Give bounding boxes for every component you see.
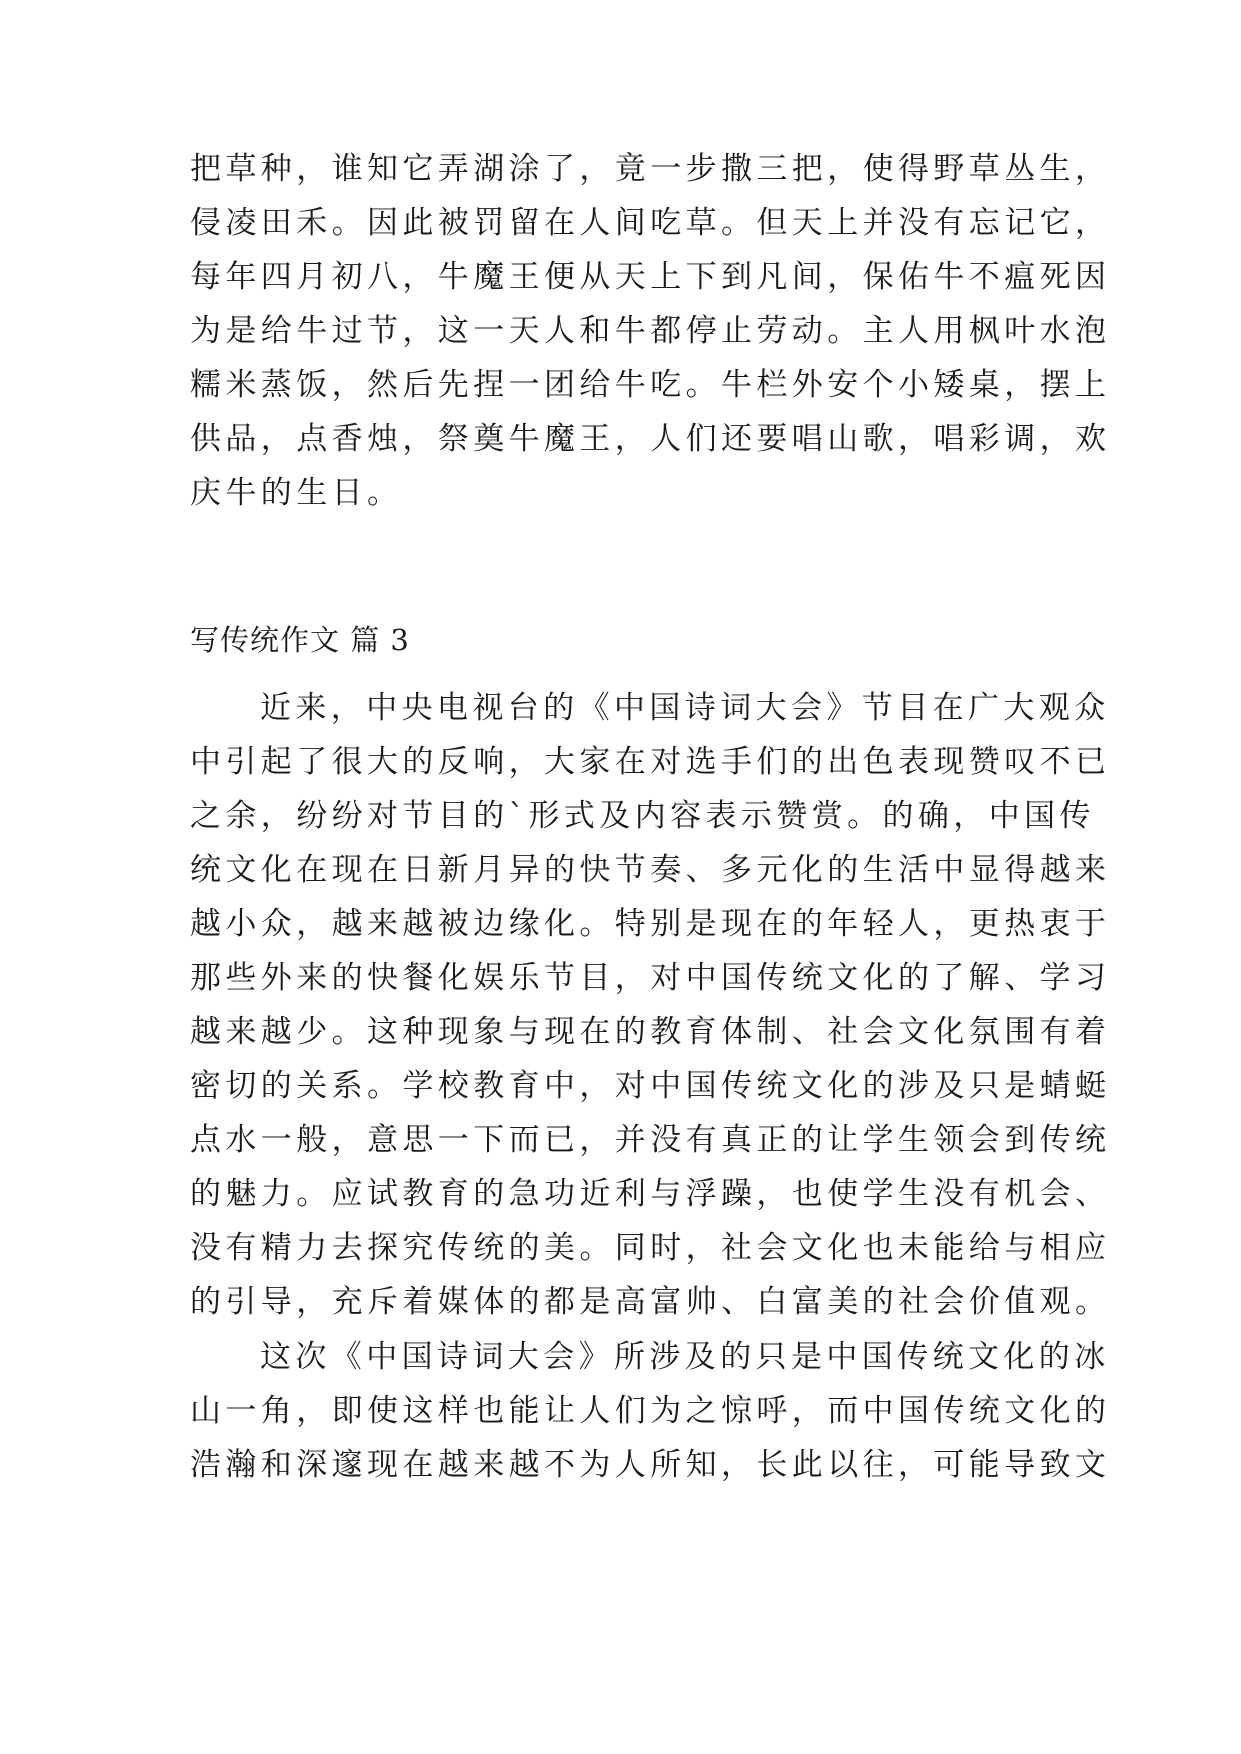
text-line: 密切的关系。学校教育中，对中国传统文化的涉及只是蜻蜓: [190, 1068, 1111, 1104]
text-line: 越来越少。这种现象与现在的教育体制、社会文化氛围有着: [190, 1014, 1111, 1050]
text-line: 糯米蒸饭，然后先捏一团给牛吃。牛栏外安个小矮桌，摆上: [190, 367, 1111, 403]
text-line: 为是给牛过节，这一天人和牛都停止劳动。主人用枫叶水泡: [190, 313, 1111, 349]
text-line: 供品，点香烛，祭奠牛魔王，人们还要唱山歌，唱彩调，欢: [190, 421, 1111, 457]
text-line: 越小众，越来越被边缘化。特别是现在的年轻人，更热衷于: [190, 906, 1111, 942]
text-line: 庆牛的生日。: [190, 475, 403, 511]
text-line: 每年四月初八，牛魔王便从天上下到凡间，保佑牛不瘟死因: [190, 259, 1111, 295]
text-line: 山一角，即使这样也能让人们为之惊呼，而中国传统文化的: [190, 1393, 1111, 1429]
text-line: 近来，中央电视台的《中国诗词大会》节目在广大观众: [260, 690, 1110, 726]
text-line: 的引导，充斥着媒体的都是高富帅、白富美的社会价值观。: [190, 1284, 1111, 1320]
text-line: 侵凌田禾。因此被罚留在人间吃草。但天上并没有忘记它，: [190, 205, 1111, 241]
section-title: 写传统作文 篇 3: [190, 623, 410, 657]
text-line: 统文化在现在日新月异的快节奏、多元化的生活中显得越来: [190, 852, 1111, 888]
text-line: 那些外来的快餐化娱乐节目，对中国传统文化的了解、学习: [190, 960, 1111, 996]
text-line: 的魅力。应试教育的急功近利与浮躁，也使学生没有机会、: [190, 1176, 1111, 1212]
text-line: 这次《中国诗词大会》所涉及的只是中国传统文化的冰: [260, 1339, 1110, 1375]
text-line: 点水一般，意思一下而已，并没有真正的让学生领会到传统: [190, 1122, 1111, 1158]
text-line: 中引起了很大的反响，大家在对选手们的出色表现赞叹不已: [190, 744, 1111, 780]
text-line: 没有精力去探究传统的美。同时，社会文化也未能给与相应: [190, 1230, 1111, 1266]
text-line: 之余，纷纷对节目的`形式及内容表示赞赏。的确，中国传: [190, 798, 1095, 834]
text-line: 浩瀚和深邃现在越来越不为人所知，长此以往，可能导致文: [190, 1447, 1111, 1483]
text-line: 把草种，谁知它弄湖涂了，竟一步撒三把，使得野草丛生，: [190, 151, 1111, 187]
